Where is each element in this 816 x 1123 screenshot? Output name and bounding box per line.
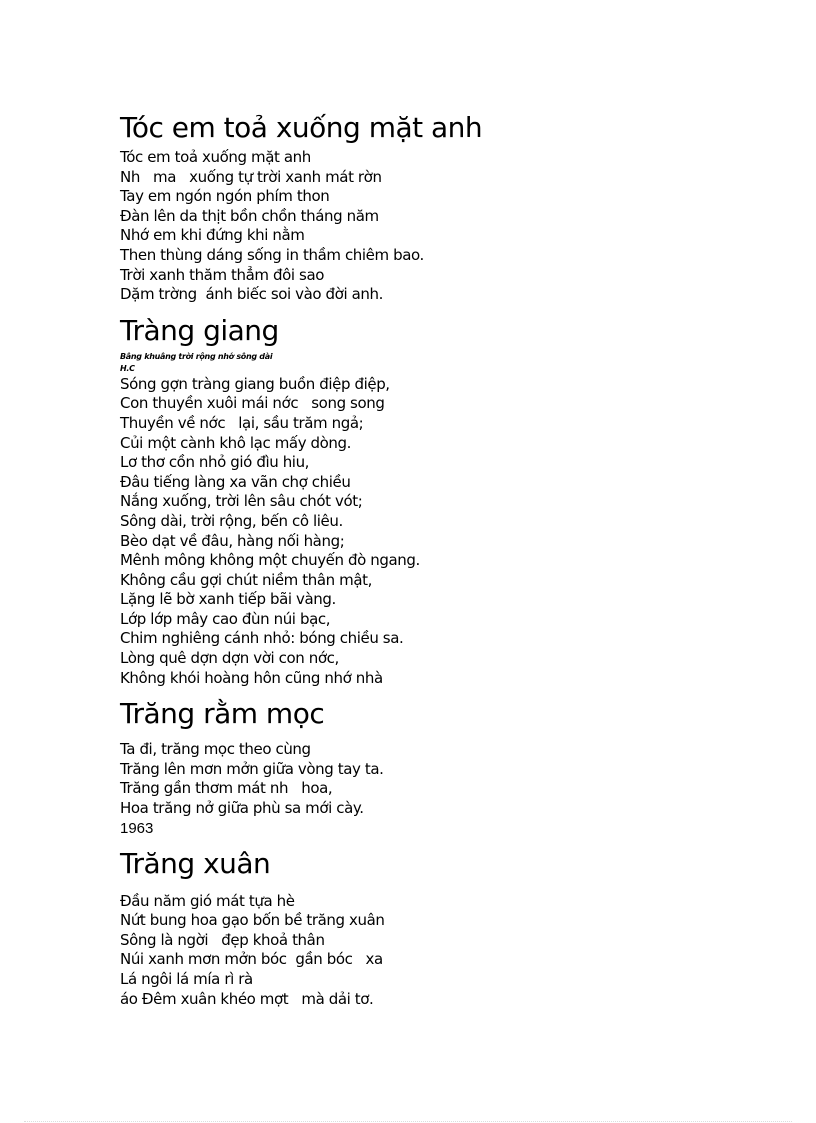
poem-line: Tóc em toả xuống mặt anh	[120, 148, 311, 166]
poem-line: Tay em ngón ngón phím thon	[120, 187, 330, 206]
poem-line: Chim nghiêng cánh nhỏ: bóng chiều sa.	[120, 629, 404, 648]
poem-line: Bèo dạt về đâu, hàng nối hàng;	[120, 531, 345, 550]
poem-line: Nh ma xuống tự trời xanh mát rờn	[120, 167, 382, 186]
poem-line: Lặng lẽ bờ xanh tiếp bãi vàng.	[120, 590, 336, 609]
poem-line: Nứt bung hoa gạo bốn bề trăng xuân	[120, 911, 385, 930]
poem-line: Hoa trăng nở giữa phù sa mới cày.	[120, 799, 364, 818]
poem-line: Con thuyền xuôi mái nớc song song	[120, 394, 385, 413]
poem-lines	[120, 148, 740, 305]
poem-trang-giang	[120, 311, 740, 689]
poem-line: Đâu tiếng làng xa vãn chợ chiều	[120, 472, 351, 491]
poem-line: Không cầu gợi chút niềm thân mật,	[120, 570, 372, 589]
poem-line: Sông là ngời đẹp khoả thân	[120, 930, 325, 949]
poem-year: 1963	[120, 819, 154, 837]
poem-line: áo Đêm xuân khéo mợt mà dải tơ.	[120, 989, 374, 1008]
poem-line: Trăng gần thơm mát nh hoa,	[120, 779, 333, 798]
poem-line: Thuyền về nớc lại, sầu trăm ngả;	[120, 413, 364, 432]
poem-line: Lớp lớp mây cao đùn núi bạc,	[120, 609, 331, 628]
poem-lines	[120, 892, 740, 1010]
poem-line: Lòng quê dợn dợn vời con nớc,	[120, 649, 339, 668]
poem-line: Đàn lên da thịt bồn chồn tháng năm	[120, 206, 379, 225]
poem-line: Dặm trờng ánh biếc soi vào đời anh.	[120, 285, 383, 304]
poem-lines	[120, 375, 740, 689]
poem-line: Núi xanh mơn mởn bóc gần bóc xa	[120, 950, 383, 969]
poem-line: Mênh mông không một chuyến đò ngang.	[120, 551, 420, 570]
poem-trang-xuan	[120, 844, 740, 1010]
poem-line: Nắng xuống, trời lên sâu chót vót;	[120, 492, 363, 511]
poem-line: Đầu năm gió mát tựa hè	[120, 891, 295, 910]
poem-line: Không khói hoàng hôn cũng nhớ nhà	[120, 668, 383, 687]
poem-trang-ram-moc	[120, 694, 740, 837]
poem-title: Trăng rằm mọc	[120, 697, 325, 731]
poem-title: Tràng giang	[120, 313, 279, 347]
poem-collection	[120, 108, 740, 1009]
poem-epigraph: Bâng khuâng trời rộng nhớ sông dài	[120, 351, 273, 361]
poem-line: Sông dài, trời rộng, bến cô liêu.	[120, 511, 343, 530]
poem-title: Tóc em toả xuống mặt anh	[120, 111, 483, 144]
poem-author: H.C	[120, 363, 135, 373]
poem-line: Then thùng dáng sống in thầm chiêm bao.	[120, 245, 424, 264]
poem-line: Lơ thơ cồn nhỏ gió đìu hiu,	[120, 453, 310, 472]
poem-line: Ta đi, trăng mọc theo cùng	[120, 740, 311, 759]
poem-title: Trăng xuân	[120, 846, 271, 880]
poem-line: Trăng lên mơn mởn giữa vòng tay ta.	[120, 759, 384, 778]
poem-lines	[120, 740, 740, 837]
poem-line: Sóng gợn tràng giang buồn điệp điệp,	[120, 374, 390, 393]
page-bottom-divider	[24, 1121, 792, 1122]
poem-line: Nhớ em khi đứng khi nằm	[120, 226, 305, 245]
poem-line: Trời xanh thăm thẳm đôi sao	[120, 265, 325, 284]
poem-line: Củi một cành khô lạc mấy dòng.	[120, 433, 352, 452]
poem-toc-em	[120, 108, 740, 305]
poem-line: Lá ngôi lá mía rì rà	[120, 970, 253, 988]
